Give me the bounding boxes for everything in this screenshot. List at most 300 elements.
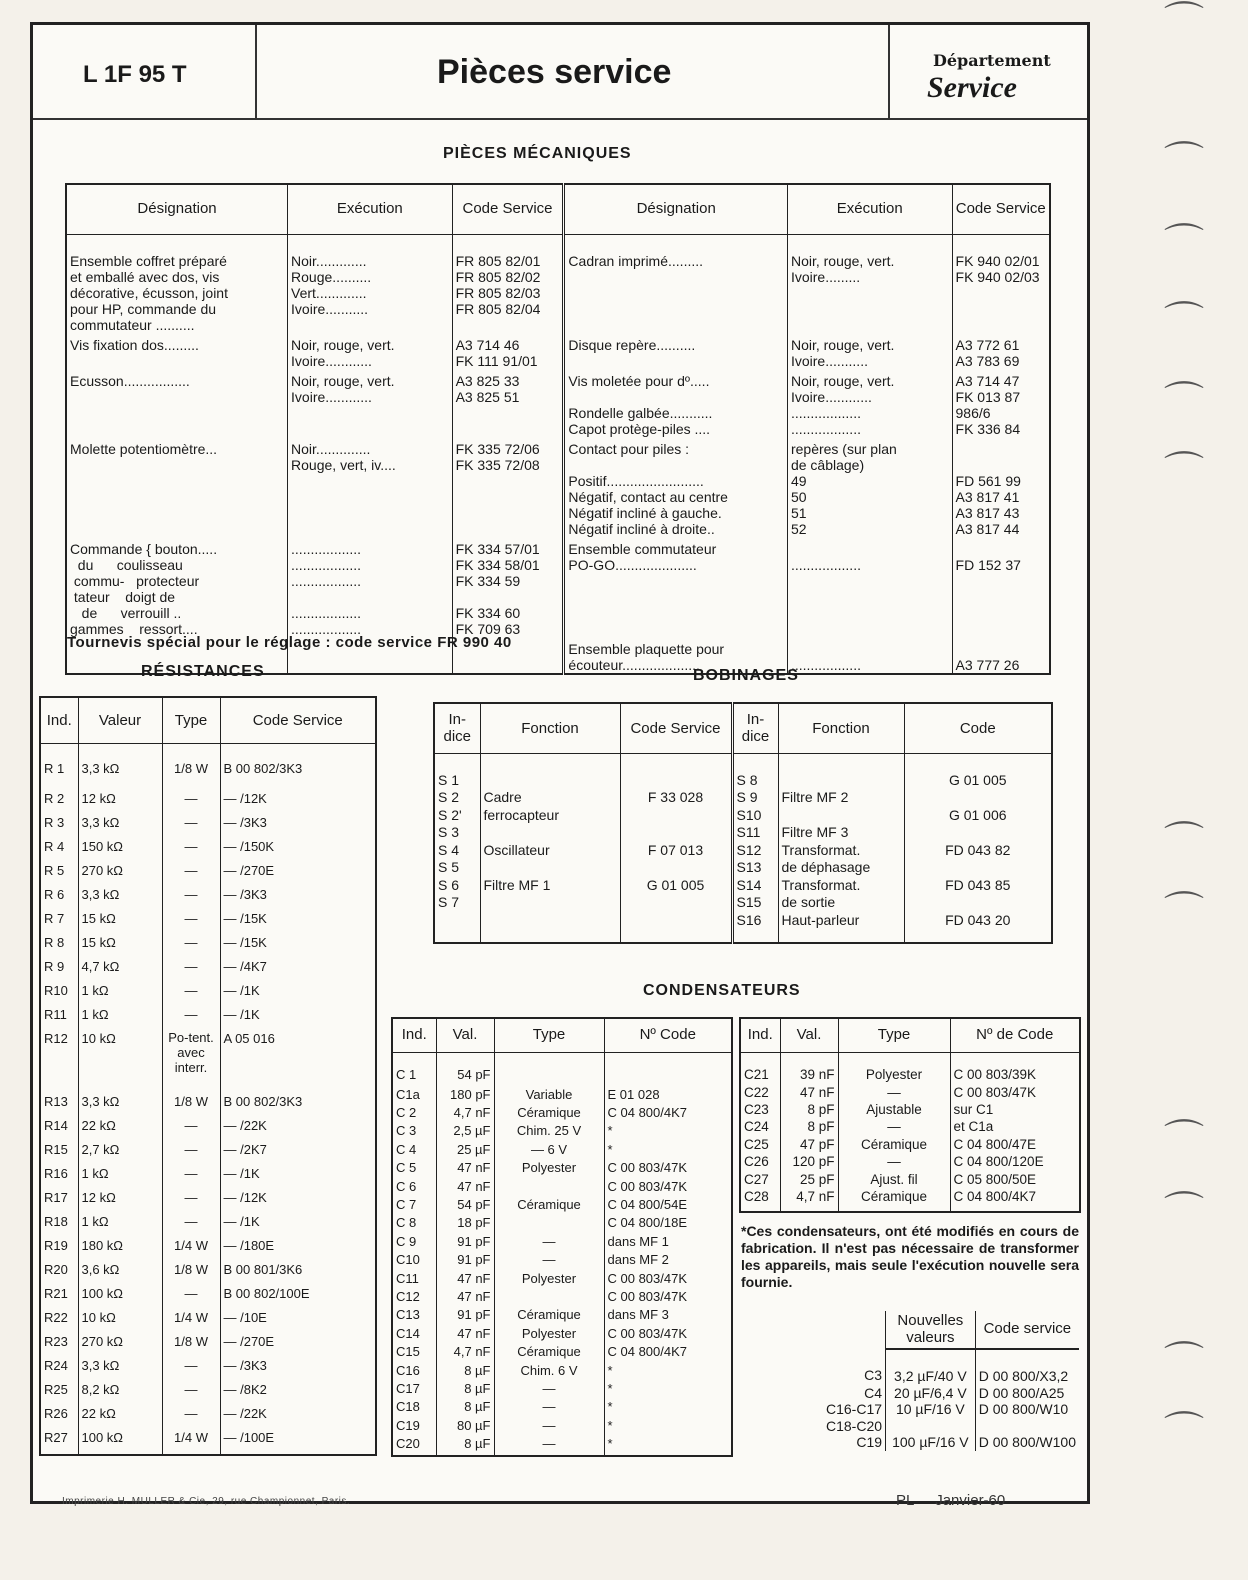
res-type: — <box>162 790 220 814</box>
bob-right-ind: S 8 S 9 S10 S11 S12 S13 S14 S15 S16 <box>732 753 778 943</box>
res-ind: R24 <box>40 1357 78 1381</box>
cond-left-row <box>392 1087 732 1105</box>
cond-left-val: 91 pF <box>436 1307 494 1325</box>
res-code: — /270E <box>220 862 376 886</box>
cond-right-type: Ajustable <box>838 1102 950 1119</box>
footer-month: Janvier-60 <box>935 1492 1006 1509</box>
cond-left-code: dans MF 3 <box>604 1307 732 1325</box>
cond-left-val: 91 pF <box>436 1234 494 1252</box>
cond-left-row <box>392 1271 732 1289</box>
cond-right-code: C 05 800/50E <box>950 1172 1080 1189</box>
cond-left-ind: C 8 <box>392 1215 436 1233</box>
res-valeur: 150 kΩ <box>78 838 162 862</box>
cond-left-type: Chim. 25 V <box>494 1123 604 1141</box>
res-valeur: 100 kΩ <box>78 1429 162 1455</box>
new-valeur: 100 µF/16 V <box>886 1434 976 1451</box>
mech-left-designation: Commande { bouton..... du coulisseau commu- protecteur tateur doigt de de verrouill .. gammes ressort.... <box>66 537 288 637</box>
department-label: Département <box>933 51 1051 70</box>
cond-left-type: Céramique <box>494 1197 604 1215</box>
mech-right-code: A3 772 61 A3 783 69 <box>952 333 1050 369</box>
cond-left-val: 4,7 nF <box>436 1105 494 1123</box>
cond-left-row <box>392 1344 732 1362</box>
model-number: L 1F 95 T <box>83 61 187 88</box>
res-code: — /15K <box>220 910 376 934</box>
res-type: — <box>162 862 220 886</box>
mech-left-code: A3 825 33 A3 825 51 <box>452 369 564 437</box>
res-type: — <box>162 1189 220 1213</box>
resistance-row <box>40 1213 376 1237</box>
resistance-row <box>40 838 376 862</box>
cond-right-val: 4,7 nF <box>780 1189 838 1212</box>
res-ind: R 3 <box>40 814 78 838</box>
cond-left-row <box>392 1436 732 1456</box>
cond-right-row <box>740 1085 1080 1102</box>
cond-left-code: C 04 800/18E <box>604 1215 732 1233</box>
bob-right-code: G 01 005 G 01 006 FD 043 82 FD 043 85 FD 043 20 <box>904 753 1052 943</box>
mech-right-code: FD 561 99 A3 817 41 A3 817 43 A3 817 44 <box>952 437 1050 537</box>
cond-right-row <box>740 1119 1080 1136</box>
res-code: — /22K <box>220 1405 376 1429</box>
res-valeur: 3,3 kΩ <box>78 814 162 838</box>
col-fonction: Fonction <box>480 703 620 753</box>
cond-left-ind: C 1 <box>392 1052 436 1087</box>
cond-right-type: Céramique <box>838 1189 950 1212</box>
mech-right-designation: Ensemble plaquette pour écouteur.................... <box>564 637 788 674</box>
new-valeur: 10 µF/16 V <box>886 1401 976 1418</box>
cond-left-type: — <box>494 1399 604 1417</box>
cond-right-type: Polyester <box>838 1052 950 1085</box>
cond-left-row <box>392 1142 732 1160</box>
cond-left-type: Polyester <box>494 1271 604 1289</box>
res-type: — <box>162 1141 220 1165</box>
col-ind: Ind. <box>40 697 78 743</box>
service-sheet <box>30 22 1090 1504</box>
mech-left-designation: Molette potentiomètre... <box>66 437 288 537</box>
mech-right-code: A3 777 26 <box>952 637 1050 674</box>
cond-left-val: 54 pF <box>436 1052 494 1087</box>
condensateurs-left-table <box>391 1017 733 1457</box>
res-code: — /2K7 <box>220 1141 376 1165</box>
col-execution: Exécution <box>288 184 453 234</box>
resistances-title: RÉSISTANCES <box>141 663 265 680</box>
footer-pl: PL <box>896 1492 915 1509</box>
col-execution-2: Exécution <box>787 184 952 234</box>
cond-left-row <box>392 1052 732 1087</box>
cond-right-row <box>740 1102 1080 1119</box>
col-type: Type <box>162 697 220 743</box>
res-ind: R 2 <box>40 790 78 814</box>
res-valeur: 3,3 kΩ <box>78 886 162 910</box>
res-valeur: 4,7 kΩ <box>78 958 162 982</box>
res-type: — <box>162 1285 220 1309</box>
cond-right-type: Ajust. fil <box>838 1172 950 1189</box>
cond-right-val: 8 pF <box>780 1102 838 1119</box>
mecaniques-title: PIÈCES MÉCANIQUES <box>443 145 632 162</box>
cond-right-ind: C24 <box>740 1119 780 1136</box>
res-ind: R19 <box>40 1237 78 1261</box>
cond-right-val: 120 pF <box>780 1154 838 1171</box>
res-type: — <box>162 1381 220 1405</box>
col-code-2: Code <box>904 703 1052 753</box>
mech-right-execution: Noir, rouge, vert. Ivoire........... <box>787 333 952 369</box>
cond-left-type: — <box>494 1234 604 1252</box>
resistance-row <box>40 1309 376 1333</box>
cond-right-val: 47 pF <box>780 1137 838 1154</box>
cond-left-type <box>494 1179 604 1197</box>
res-code: — /150K <box>220 838 376 862</box>
res-code: — /8K2 <box>220 1381 376 1405</box>
cond-right-ind: C25 <box>740 1137 780 1154</box>
cond-right-type: — <box>838 1154 950 1171</box>
cond-left-ind: C17 <box>392 1381 436 1399</box>
cond-left-val: 8 µF <box>436 1436 494 1456</box>
res-valeur: 3,3 kΩ <box>78 743 162 790</box>
cond-left-ind: C20 <box>392 1436 436 1456</box>
res-valeur: 3,3 kΩ <box>78 1093 162 1117</box>
new-code: D 00 800/W10 <box>975 1401 1079 1418</box>
cond-left-code: C 04 800/4K7 <box>604 1344 732 1362</box>
col-indice-2: In-dice <box>732 703 778 753</box>
cond-right-type: — <box>838 1119 950 1136</box>
mech-left-code: FK 335 72/06 FK 335 72/08 <box>452 437 564 537</box>
cond-left-row <box>392 1363 732 1381</box>
cond-left-ind: C 3 <box>392 1123 436 1141</box>
cond-left-type: — <box>494 1418 604 1436</box>
cond-left-ind: C 2 <box>392 1105 436 1123</box>
resistance-row <box>40 814 376 838</box>
mech-right-execution: .................. <box>787 537 952 637</box>
cond-left-ind: C11 <box>392 1271 436 1289</box>
res-type: 1/8 W <box>162 1261 220 1285</box>
cond-left-row <box>392 1234 732 1252</box>
cond-left-val: 91 pF <box>436 1252 494 1270</box>
col-ind: Ind. <box>392 1018 436 1052</box>
mech-right-execution: Noir, rouge, vert. Ivoire............ .................. .................. <box>787 369 952 437</box>
res-ind: R 6 <box>40 886 78 910</box>
resistance-row <box>40 1333 376 1357</box>
res-ind: R18 <box>40 1213 78 1237</box>
mech-left-execution: Noir............. Rouge.......... Vert............. Ivoire........... <box>288 234 453 333</box>
res-code: A 05 016 <box>220 1030 376 1093</box>
cond-right-ind: C28 <box>740 1189 780 1212</box>
bobinages-table <box>433 702 1053 944</box>
cond-left-row <box>392 1418 732 1436</box>
col-valeur: Valeur <box>78 697 162 743</box>
cond-left-val: 80 µF <box>436 1418 494 1436</box>
mech-right-code: FK 940 02/01 FK 940 02/03 <box>952 234 1050 333</box>
res-ind: R 1 <box>40 743 78 790</box>
res-ind: R23 <box>40 1333 78 1357</box>
cond-left-code: * <box>604 1363 732 1381</box>
new-value-row <box>823 1401 1079 1418</box>
cond-left-code: C 00 803/47K <box>604 1326 732 1344</box>
col-code: Nº Code <box>604 1018 732 1052</box>
res-type: Po-tent. avec interr. <box>162 1030 220 1093</box>
cond-left-type: Polyester <box>494 1160 604 1178</box>
resistance-row <box>40 862 376 886</box>
res-ind: R26 <box>40 1405 78 1429</box>
res-code: B 00 802/100E <box>220 1285 376 1309</box>
resistance-row <box>40 1117 376 1141</box>
page-title: Pièces service <box>437 53 672 91</box>
res-type: — <box>162 1357 220 1381</box>
res-ind: R 4 <box>40 838 78 862</box>
resistance-row <box>40 1285 376 1309</box>
cond-left-type: Céramique <box>494 1344 604 1362</box>
cond-left-ind: C16 <box>392 1363 436 1381</box>
mech-right-code: FD 152 37 <box>952 537 1050 637</box>
res-valeur: 180 kΩ <box>78 1237 162 1261</box>
res-code: — /3K3 <box>220 886 376 910</box>
footer-date <box>896 1492 1005 1509</box>
new-valeur: 3,2 µF/40 V <box>886 1349 976 1385</box>
cond-right-code: C 04 800/47E <box>950 1137 1080 1154</box>
cond-left-type: — 6 V <box>494 1142 604 1160</box>
cond-right-type: — <box>838 1085 950 1102</box>
col-code-service: Code Service <box>620 703 732 753</box>
col-code-2: Code Service <box>952 184 1050 234</box>
cond-left-ind: C10 <box>392 1252 436 1270</box>
cond-left-code: * <box>604 1399 732 1417</box>
mech-left-execution: Noir, rouge, vert. Ivoire............ <box>288 369 453 437</box>
header <box>33 25 1087 120</box>
mech-left-execution: Noir.............. Rouge, vert, iv.... <box>288 437 453 537</box>
resistance-row <box>40 1429 376 1455</box>
res-type: — <box>162 910 220 934</box>
res-type: — <box>162 838 220 862</box>
new-values-table <box>823 1311 1079 1451</box>
mech-right-designation: Disque repère.......... <box>564 333 788 369</box>
cond-left-row <box>392 1197 732 1215</box>
cond-left-code: * <box>604 1381 732 1399</box>
cond-left-val: 8 µF <box>436 1399 494 1417</box>
cond-left-val: 180 pF <box>436 1087 494 1105</box>
cond-left-val: 25 µF <box>436 1142 494 1160</box>
res-type: — <box>162 982 220 1006</box>
cond-left-row <box>392 1215 732 1233</box>
res-type: 1/4 W <box>162 1309 220 1333</box>
mech-left-code: FR 805 82/01 FR 805 82/02 FR 805 82/03 FR 805 82/04 <box>452 234 564 333</box>
mech-left-code: FK 334 57/01 FK 334 58/01 FK 334 59 FK 334 60 FK 709 63 <box>452 537 564 637</box>
res-type: — <box>162 1405 220 1429</box>
remark-note: *Ces condensateurs, ont été modifiés en cours de fabrication. Il n'est pas nécessaire de transformer les appareils, mais seule l'exécution nouvelle sera fournie. <box>741 1223 1079 1290</box>
res-type: 1/8 W <box>162 1333 220 1357</box>
new-value-row <box>823 1385 1079 1402</box>
cond-right-row <box>740 1189 1080 1212</box>
cond-left-row <box>392 1381 732 1399</box>
cond-left-row <box>392 1399 732 1417</box>
cond-left-code: C 00 803/47K <box>604 1179 732 1197</box>
res-ind: R16 <box>40 1165 78 1189</box>
cond-left-code: * <box>604 1418 732 1436</box>
cond-left-ind: C 5 <box>392 1160 436 1178</box>
cond-right-val: 8 pF <box>780 1119 838 1136</box>
new-value-row <box>823 1418 1079 1435</box>
cond-left-ind: C 9 <box>392 1234 436 1252</box>
cond-left-type <box>494 1289 604 1307</box>
res-code: — /3K3 <box>220 814 376 838</box>
cond-left-val: 18 pF <box>436 1215 494 1233</box>
res-valeur: 1 kΩ <box>78 1165 162 1189</box>
condensateurs-right-table <box>739 1017 1081 1213</box>
resistance-row <box>40 1141 376 1165</box>
new-ind: C3 <box>864 1367 883 1383</box>
cond-left-val: 8 µF <box>436 1381 494 1399</box>
cond-right-val: 47 nF <box>780 1085 838 1102</box>
res-valeur: 270 kΩ <box>78 1333 162 1357</box>
cond-right-ind: C22 <box>740 1085 780 1102</box>
cond-left-row <box>392 1289 732 1307</box>
res-code: B 00 802/3K3 <box>220 1093 376 1117</box>
res-code: — /100E <box>220 1429 376 1455</box>
res-code: — /22K <box>220 1117 376 1141</box>
cond-left-type: Céramique <box>494 1307 604 1325</box>
mech-left-designation: Ecusson................. <box>66 369 288 437</box>
resistance-row <box>40 1405 376 1429</box>
cond-right-code: et C1a <box>950 1119 1080 1136</box>
cond-left-ind: C1a <box>392 1087 436 1105</box>
res-type: 1/4 W <box>162 1237 220 1261</box>
res-code: — /1K <box>220 982 376 1006</box>
col-code-2: Nº de Code <box>950 1018 1080 1052</box>
new-code: D 00 800/X3,2 <box>975 1349 1079 1385</box>
res-code: — /12K <box>220 790 376 814</box>
mech-right-designation: Cadran imprimé......... <box>564 234 788 333</box>
cond-left-val: 47 nF <box>436 1160 494 1178</box>
cond-left-type: Variable <box>494 1087 604 1105</box>
new-ind: C19 <box>856 1434 883 1450</box>
res-code: B 00 801/3K6 <box>220 1261 376 1285</box>
res-code: — /180E <box>220 1237 376 1261</box>
res-ind: R11 <box>40 1006 78 1030</box>
cond-left-val: 2,5 µF <box>436 1123 494 1141</box>
col-nouvelles-valeurs: Nouvelles valeurs <box>886 1311 976 1349</box>
col-indice: In-dice <box>434 703 480 753</box>
cond-left-code: * <box>604 1123 732 1141</box>
res-code: — /10E <box>220 1309 376 1333</box>
resistance-row <box>40 1381 376 1405</box>
cond-right-code: C 04 800/120E <box>950 1154 1080 1171</box>
res-type: 1/8 W <box>162 743 220 790</box>
cond-left-type: Polyester <box>494 1326 604 1344</box>
mech-left-execution: .................. .................. .................. .................. .................. <box>288 537 453 637</box>
cond-right-ind: C23 <box>740 1102 780 1119</box>
res-type: 1/8 W <box>162 1093 220 1117</box>
res-valeur: 15 kΩ <box>78 910 162 934</box>
cond-left-row <box>392 1326 732 1344</box>
new-code: D 00 800/A25 <box>975 1385 1079 1402</box>
bob-right-fn: Filtre MF 2 Filtre MF 3 Transformat. de déphasage Transformat. de sortie Haut-parleur <box>778 753 904 943</box>
res-type: — <box>162 934 220 958</box>
cond-left-type: — <box>494 1381 604 1399</box>
col-designation-2: Désignation <box>564 184 788 234</box>
res-valeur: 10 kΩ <box>78 1309 162 1333</box>
res-ind: R12 <box>40 1030 78 1093</box>
cond-left-type <box>494 1052 604 1087</box>
res-valeur: 15 kΩ <box>78 934 162 958</box>
res-ind: R10 <box>40 982 78 1006</box>
cond-left-ind: C13 <box>392 1307 436 1325</box>
cond-right-row <box>740 1137 1080 1154</box>
resistance-row <box>40 743 376 790</box>
col-fonction-2: Fonction <box>778 703 904 753</box>
col-code-service: Code service <box>975 1311 1079 1349</box>
cond-left-code: C 00 803/47K <box>604 1160 732 1178</box>
res-ind: R13 <box>40 1093 78 1117</box>
res-valeur: 12 kΩ <box>78 790 162 814</box>
resistance-row <box>40 1030 376 1093</box>
service-logo: Service <box>927 71 1017 104</box>
cond-left-row <box>392 1123 732 1141</box>
new-valeur <box>886 1418 976 1435</box>
cond-left-val: 47 nF <box>436 1179 494 1197</box>
cond-right-row <box>740 1154 1080 1171</box>
resistance-row <box>40 910 376 934</box>
res-ind: R15 <box>40 1141 78 1165</box>
res-ind: R20 <box>40 1261 78 1285</box>
res-ind: R25 <box>40 1381 78 1405</box>
resistance-row <box>40 934 376 958</box>
res-code: — /1K <box>220 1165 376 1189</box>
bob-left-ind: S 1 S 2 S 2' S 3 S 4 S 5 S 6 S 7 <box>434 753 480 943</box>
res-ind: R14 <box>40 1117 78 1141</box>
cond-right-ind: C27 <box>740 1172 780 1189</box>
bobinages-title: BOBINAGES <box>693 667 799 684</box>
cond-left-code: * <box>604 1142 732 1160</box>
cond-right-ind: C26 <box>740 1154 780 1171</box>
cond-left-type: — <box>494 1436 604 1456</box>
res-ind: R 9 <box>40 958 78 982</box>
resistance-row <box>40 1237 376 1261</box>
new-value-row <box>823 1349 1079 1385</box>
res-type: — <box>162 1165 220 1189</box>
cond-right-code: C 00 803/47K <box>950 1085 1080 1102</box>
res-valeur: 10 kΩ <box>78 1030 162 1093</box>
cond-left-row <box>392 1252 732 1270</box>
res-valeur: 1 kΩ <box>78 1006 162 1030</box>
cond-left-code: C 00 803/47K <box>604 1289 732 1307</box>
mech-right-code: A3 714 47 FK 013 87 986/6 FK 336 84 <box>952 369 1050 437</box>
res-type: — <box>162 1006 220 1030</box>
mech-right-designation: Contact pour piles : Positif......................... Négatif, contact au centre Négatif incliné à gauche. Négatif incliné à droite.. <box>564 437 788 537</box>
resistance-row <box>40 1357 376 1381</box>
cond-right-type: Céramique <box>838 1137 950 1154</box>
res-ind: R17 <box>40 1189 78 1213</box>
new-ind: C16-C17 <box>826 1401 883 1417</box>
new-code: D 00 800/W100 <box>975 1434 1079 1451</box>
cond-left-val: 47 nF <box>436 1326 494 1344</box>
res-type: — <box>162 1117 220 1141</box>
cond-right-code: C 00 803/39K <box>950 1052 1080 1085</box>
res-valeur: 8,2 kΩ <box>78 1381 162 1405</box>
res-ind: R21 <box>40 1285 78 1309</box>
resistance-row <box>40 982 376 1006</box>
mech-left-code: A3 714 46 FK 111 91/01 <box>452 333 564 369</box>
new-value-row <box>823 1434 1079 1451</box>
cond-right-code: C 04 800/4K7 <box>950 1189 1080 1212</box>
res-ind: R 7 <box>40 910 78 934</box>
cond-left-val: 8 µF <box>436 1363 494 1381</box>
res-code: B 00 802/3K3 <box>220 743 376 790</box>
cond-left-ind: C12 <box>392 1289 436 1307</box>
cond-left-ind: C 7 <box>392 1197 436 1215</box>
res-valeur: 2,7 kΩ <box>78 1141 162 1165</box>
mech-right-designation: Vis moletée pour dº..... Rondelle galbée........... Capot protège-piles .... <box>564 369 788 437</box>
res-ind: R 8 <box>40 934 78 958</box>
new-valeur: 20 µF/6,4 V <box>886 1385 976 1402</box>
res-type: — <box>162 886 220 910</box>
cond-left-ind: C14 <box>392 1326 436 1344</box>
